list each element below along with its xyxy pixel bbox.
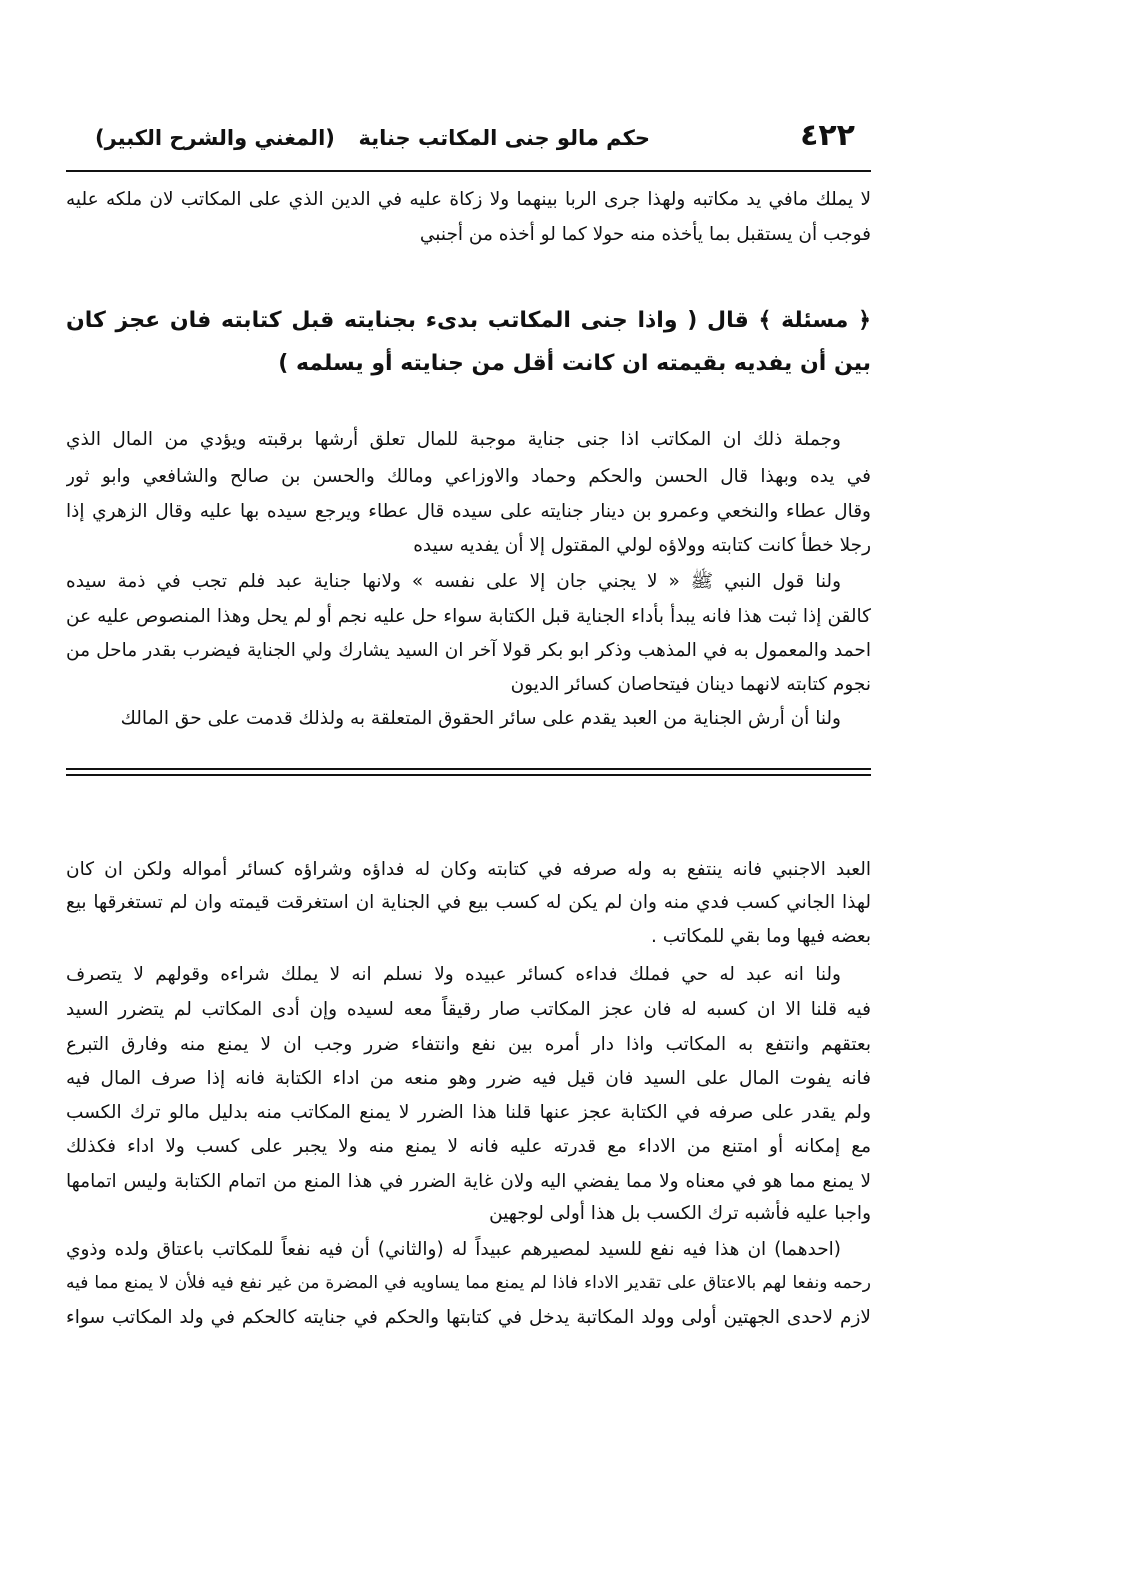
masala-heading: ﴿ مسئلة ﴾ قال ( واذا جنى المكاتب بدىء بجنايته قبل كتابته فان عجز كان bbox=[66, 308, 871, 333]
footnote-rule-top bbox=[66, 768, 871, 770]
text-line: فانه يفوت المال على السيد فان قيل فيه ضرر وهو منعه من اداء الكتابة فانه إذا صرف المال فيه bbox=[66, 1068, 871, 1089]
header-rule bbox=[66, 170, 871, 172]
text-line: فوجب أن يستقبل بما يأخذه منه حولا كما لو أخذه من أجنبي bbox=[419, 224, 871, 245]
text-line: (احدهما) ان هذا فيه نفع للسيد لمصيرهم عبيداً له (والثاني) أن فيه نفعاً للمكاتب باعتاق ولده وذوي bbox=[66, 1239, 841, 1260]
text-line: لهذا الجاني كسب فدي منه وان لم يكن له كسب بيع في الجناية ان استغرقت قيمته وان لم تستغرقها بيع bbox=[66, 892, 871, 913]
text-line: نجوم كتابته لانهما دينان فيتحاصان كسائر الديون bbox=[510, 674, 871, 695]
text-line: ولنا قول النبي ﷺ « لا يجني جان إلا على نفسه » ولانها جناية عبد فلم تجب في ذمة سيده bbox=[66, 571, 841, 592]
text-line: وجملة ذلك ان المكاتب اذا جنى جناية موجبة للمال تعلق أرشها برقبته ويؤدي من المال الذي bbox=[66, 429, 841, 450]
text-line: واجبا عليه فأشبه ترك الكسب بل هذا أولى لوجهين bbox=[489, 1203, 871, 1224]
text-line: ولنا أن أرش الجناية من العبد يقدم على سائر الحقوق المتعلقة به ولذلك قدمت على حق المالك bbox=[120, 708, 841, 729]
text-line: وقال عطاء والنخعي وعمرو بن دينار جنايته على سيده قال عطاء ويرجع سيده بها عليه وقال الزهري إذا bbox=[66, 501, 871, 522]
masala-text: بين أن يفديه بقيمته ان كانت أقل من جنايته أو يسلمه ) bbox=[278, 351, 871, 376]
text-line: رحمه ونفعا لهم بالاعتاق على تقدير الاداء فاذا لم يمنع مما يساويه في المضرة من غير نفع فيه فلأن لا يمنع مما فيه bbox=[66, 1273, 871, 1293]
text-line: بعتقهم وانتفع به المكاتب واذا دار أمره بين نفع وانتفاء ضرر وجب ان لا يمنع منه وفارق التبرع bbox=[66, 1034, 871, 1055]
text-line: فيه قلنا الا ان كسبه له فان عجز المكاتب صار رقيقاً معه لسيده وإن أدى المكاتب لم يتضرر السيد bbox=[66, 999, 871, 1020]
text-line: بعضه فيها وما بقي للمكاتب . bbox=[651, 926, 871, 947]
text-line: لا يمنع مما هو في معناه ولا مما يفضي اليه ولان غاية الضرر في هذا المنع من اتمام الكتابة وليس اتمامها bbox=[66, 1171, 871, 1192]
text-line: ولم يقدر على صرفه في الكتابة عجز عنها قلنا هذا الضرر لا يمنع المكاتب منه بدليل مالو ترك الكسب bbox=[66, 1102, 871, 1123]
text-line: مع إمكانه أو امتنع من الاداء مع قدرته عليه فانه لا يمنع منه ولا يجبر على كسب ولا اداء فكذلك bbox=[66, 1136, 871, 1157]
page-number: ٤٢٢ bbox=[800, 118, 855, 153]
text-line: لازم لاحدى الجهتين أولى وولد المكاتبة يدخل في كتابتها والحكم في جنايته كالحكم في ولد المكاتب سواء bbox=[66, 1307, 871, 1328]
chapter-title: حكم مالو جنى المكاتب جناية bbox=[358, 126, 650, 150]
text-line: رجلا خطأ كانت كتابته وولاؤه لولي المقتول إلا أن يفديه سيده bbox=[413, 535, 871, 556]
text-line: لا يملك مافي يد مكاتبه ولهذا جرى الربا بينهما ولا زكاة عليه في الدين الذي على المكاتب لان ملكه عليه bbox=[66, 189, 871, 210]
text-line: كالقن إذا ثبت هذا فانه يبدأ بأداء الجناية قبل الكتابة سواء حل عليه نجم أو لم يحل وهذا المنصوص عليه عن bbox=[66, 606, 871, 627]
footnote-rule-bottom bbox=[66, 774, 871, 776]
text-line: ولنا انه عبد له حي فملك فداءه كسائر عبيده ولا نسلم انه لا يملك شراءه وقولهم لا يتصرف bbox=[66, 964, 841, 985]
text-line: العبد الاجنبي فانه ينتفع به وله صرفه في كتابته وكان له فداؤه وشراؤه كسائر أمواله ولكن ان كان bbox=[66, 859, 871, 880]
book-title: (المغني والشرح الكبير) bbox=[95, 126, 335, 150]
text-line: في يده وبهذا قال الحسن والحكم وحماد والاوزاعي ومالك والحسن بن صالح والشافعي وابو ثور bbox=[66, 466, 871, 487]
text-line: احمد والمعمول به في المذهب وذكر ابو بكر قولا آخر ان السيد يشارك ولي الجناية فيضرب بقدر ماحل من bbox=[66, 640, 871, 661]
